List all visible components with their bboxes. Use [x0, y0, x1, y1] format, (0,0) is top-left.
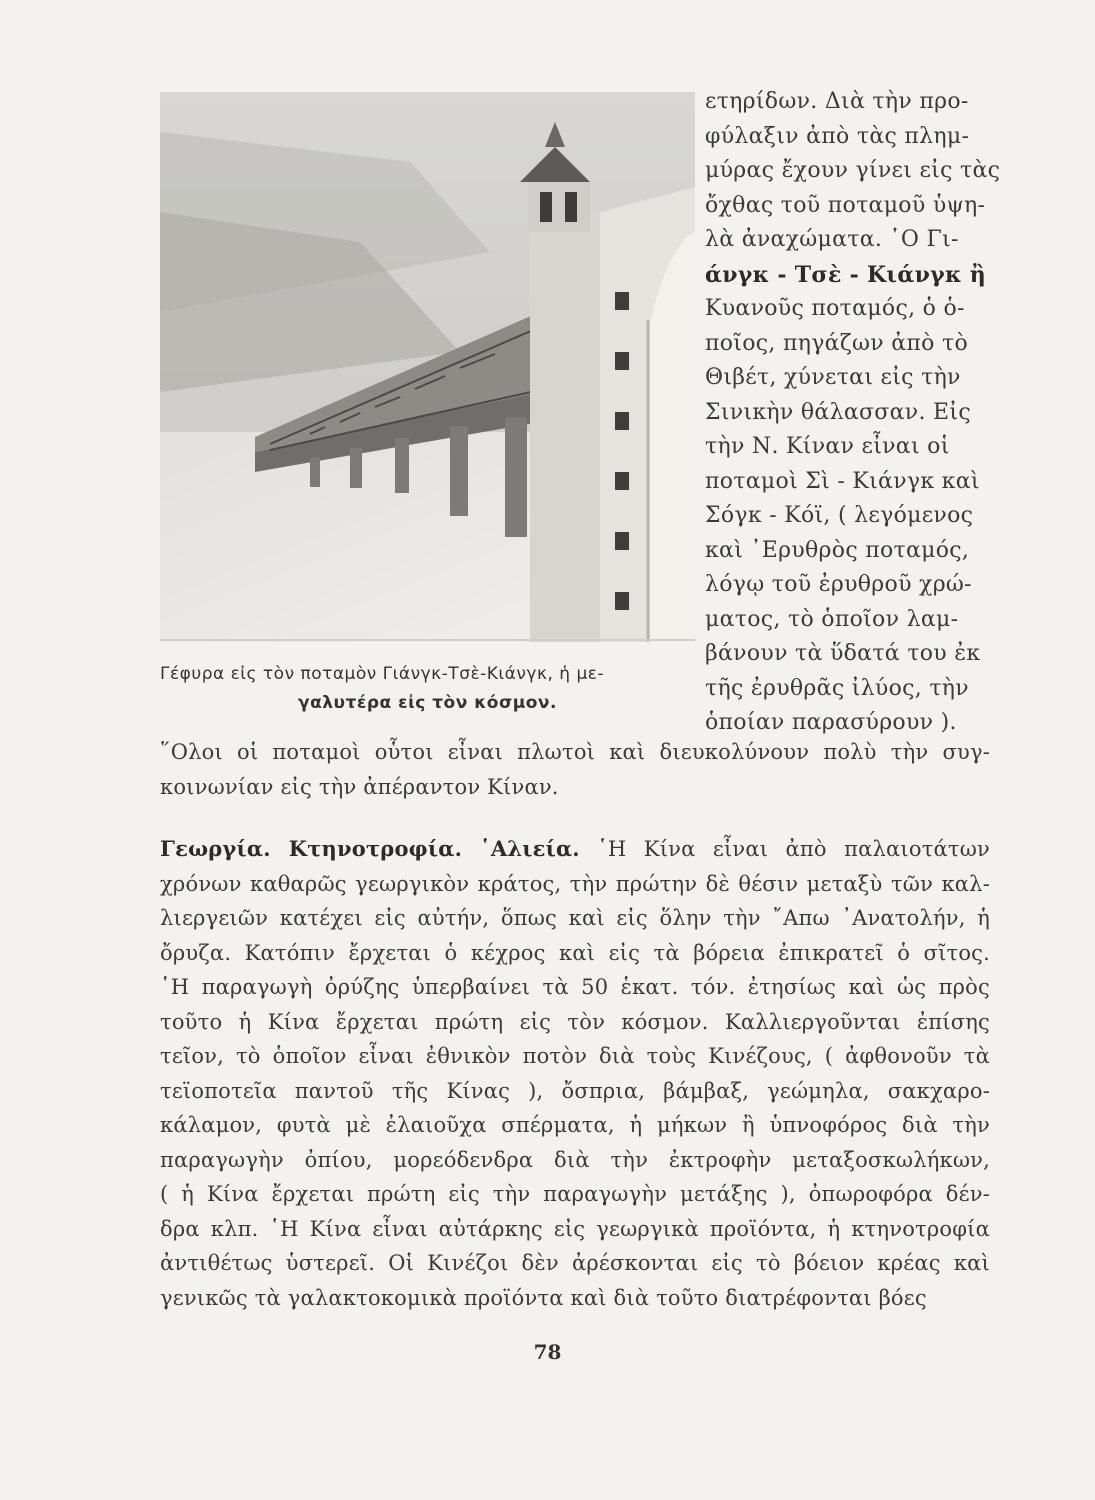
text-line: ὄρυζα. Κατόπιν ἔρχεται ὁ κέχρος καὶ εἰς τὰ βόρεια ἐπικρατεῖ ὁ σῖτος.	[160, 940, 990, 965]
page-number: 78	[533, 1340, 562, 1364]
paragraph-rivers	[160, 735, 990, 804]
text-line: ποταμοὶ Σὶ - Κιάνγκ καὶ	[705, 468, 980, 494]
text-line: τὴν Ν. Κίναν εἶναι οἱ	[705, 434, 950, 459]
text-line: Σόγκ - Κόϊ, ( λεγόμενος	[705, 503, 974, 528]
text-line: δρα κλπ. ῾Η Κίνα εἶναι αὐτάρκης εἰς γεωργικὰ προϊόντα, ἡ κτηνοτροφία	[160, 1216, 990, 1241]
text-line: ετηρίδων. Διὰ τὴν προ-	[705, 89, 969, 114]
text-line: χρόνων καθαρῶς γεωργικὸν κράτος, τὴν πρώτην δὲ θέσιν μεταξὺ τῶν καλ-	[160, 871, 990, 896]
caption-line-1: Γέφυρα εἰς τὸν ποταμὸν Γιάνγκ-Τσὲ-Κιάνγκ, ἡ με-	[160, 664, 605, 684]
text-line: ποῖος, πηγάζων ἀπὸ τὸ	[705, 330, 969, 356]
text-line: μύρας ἔχουν γίνει εἰς τὰς	[705, 158, 1001, 183]
text-line: τεϊοποτεῖα παντοῦ τῆς Κίνας ), ὄσπρια, βάμβαξ, γεώμηλα, σακχαρο-	[160, 1078, 990, 1103]
text-line: καὶ ᾿Ερυθρὸς ποταμός,	[705, 537, 970, 563]
text-line: γενικῶς τὰ γαλακτοκομικὰ προϊόντα καὶ διὰ τοῦτο διατρέφονται βόες	[160, 1285, 927, 1310]
text-line: λιεργειῶν κατέχει εἰς αὐτήν, ὅπως καὶ εἰς ὅλην τὴν ῎Απω ᾿Ανατολήν, ἡ	[160, 906, 990, 930]
text-line: Κυανοῦς ποταμός, ὁ ὁ-	[705, 296, 965, 321]
caption-line-2: γαλυτέρα εἰς τὸν κόσμον.	[298, 693, 557, 713]
text-line: ὄχθας τοῦ ποταμοῦ ὑψη-	[705, 192, 986, 218]
text-line: τοῦτο ἡ Κίνα ἔρχεται πρώτη εἰς τὸν κόσμον. Καλλιεργοῦνται ἐπίσης	[160, 1009, 990, 1034]
text-line: ἀντιθέτως ὑστερεῖ. Οἱ Κινέζοι δὲν ἀρέσκονται εἰς τὸ βόειον κρέας καὶ	[160, 1251, 990, 1275]
text-line: κοινωνίαν εἰς τὴν ἀπέραντον Κίναν.	[160, 774, 559, 799]
text-line: ῾Η παραγωγὴ ὀρύζης ὑπερβαίνει τὰ 50 ἑκατ. τόν. ἐτησίως καὶ ὡς πρὸς	[160, 975, 990, 999]
text-line: Θιβέτ, χύνεται εἰς τὴν	[705, 365, 961, 390]
text-line: άνγκ - Τσὲ - Κιάνγκ ἢ	[705, 261, 986, 288]
text-line: ῞Ολοι οἱ ποταμοὶ οὗτοι εἶναι πλωτοὶ καὶ διευκολύνουν πολὺ τὴν συγ-	[160, 740, 990, 764]
paragraph-agriculture	[160, 832, 990, 1315]
text-line	[160, 832, 990, 867]
right-column-text	[705, 85, 1001, 741]
text-line: ματος, τὸ ὁποῖον λαμ-	[705, 606, 959, 632]
photo-caption	[160, 660, 695, 718]
heading-continuation: ῾Η Κίνα εἶναι ἀπὸ παλαιοτάτων	[579, 837, 991, 861]
text-line: κάλαμον, φυτὰ μὲ ἐλαιοῦχα σπέρματα, ἡ μήκων ἢ ὑπνοφόρος διὰ τὴν	[160, 1113, 990, 1137]
text-line: λὰ ἀναχώματα. ῾Ο Γι-	[705, 227, 959, 252]
bridge-photo	[160, 92, 695, 642]
text-line: βάνουν τὰ ὕδατά του ἐκ	[705, 641, 981, 666]
text-line: ( ἡ Κίνα ἔρχεται πρώτη εἰς τὴν παραγωγὴν μετάξης ), ὀπωροφόρα δέν-	[160, 1182, 990, 1206]
text-line: λόγῳ τοῦ ἐρυθροῦ χρώ-	[705, 572, 972, 597]
text-line: τῆς ἐρυθρᾶς ἰλύος, τὴν	[705, 675, 969, 701]
text-line: παραγωγὴν ὀπίου, μορεόδενδρα διὰ τὴν ἐκτροφὴν μεταξοσκωλήκων,	[160, 1147, 990, 1172]
text-line: τεῖον, τὸ ὁποῖον εἶναι ἐθνικὸν ποτὸν διὰ τοὺς Κινέζους, ( ἀφθονοῦν τὰ	[160, 1044, 990, 1068]
text-line: φύλαξιν ἀπὸ τὰς πλημ-	[705, 123, 970, 149]
bridge-illustration	[160, 92, 695, 642]
section-heading: Γεωργία. Κτηνοτροφία. ῾Αλιεία.	[160, 836, 580, 861]
text-line: ὁποίαν παρασύρουν ).	[705, 710, 957, 735]
text-line: Σινικὴν θάλασσαν. Εἰς	[705, 399, 971, 425]
